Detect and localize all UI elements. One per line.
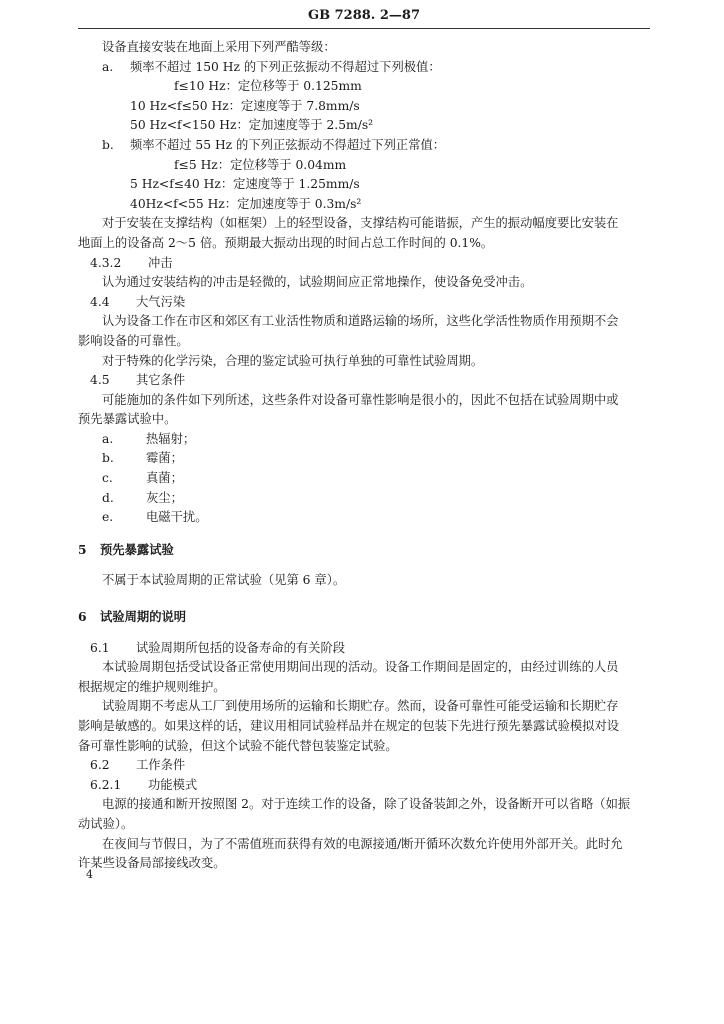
text-line: 本试验周期包括受试设备正常使用期间出现的活动。设备工作期间是固定的，由经过训练的人员 — [102, 660, 619, 675]
list-text: 频率不超过 55 Hz 的下列正弦振动不得超过下列正常值： — [130, 137, 446, 152]
list-label: d. — [102, 490, 114, 505]
text-line: 不属于本试验周期的正常试验（见第 6 章）。 — [102, 573, 346, 588]
section-title: 工作条件 — [136, 758, 186, 773]
text-line: 认为设备工作在市区和郊区有工业活性物质和道路运输的场所，这些化学活性物质作用预期不会 — [102, 314, 619, 329]
text-line: 认为通过安装结构的冲击是轻微的，试验期间应正常地操作，使设备免受冲击。 — [102, 275, 533, 290]
list-item — [78, 449, 650, 469]
text-line: 许某些设备局部接线改变。 — [78, 856, 226, 871]
section-number: 4.5 — [90, 373, 110, 388]
list-item — [78, 489, 650, 509]
list-label: b. — [102, 451, 114, 466]
section-title: 其它条件 — [136, 373, 186, 388]
list-label: a. — [102, 431, 114, 446]
chapter-number: 6 — [78, 609, 87, 625]
text-line: 备可靠性影响的试验，但这个试验不能代替包装鉴定试验。 — [78, 738, 398, 753]
list-text: 真菌； — [146, 471, 183, 486]
list-label: b. — [102, 137, 114, 152]
section-number: 6.2 — [90, 758, 110, 773]
list-text: 热辐射； — [146, 431, 196, 446]
section-heading — [78, 639, 650, 659]
list-item — [78, 508, 650, 528]
text-line: 可能施加的条件如下列所述，这些条件对设备可靠性影响是很小的，因此不包括在试验周期中或 — [102, 392, 619, 407]
section-title: 试验周期所包括的设备寿命的有关阶段 — [136, 640, 346, 655]
list-label: c. — [102, 471, 113, 486]
section-title: 大气污染 — [136, 294, 186, 309]
list-text: 霉菌； — [146, 451, 183, 466]
section-heading — [78, 254, 650, 274]
formula-line: 40Hz<f<55 Hz：定加速度等于 0.3m/s² — [130, 196, 362, 211]
list-text: 频率不超过 150 Hz 的下列正弦振动不得超过下列极值： — [130, 59, 441, 74]
text-line: 在夜间与节假日，为了不需值班而获得有效的电源接通/断开循环次数允许使用外部开关。此时允 — [102, 836, 623, 851]
chapter-heading — [78, 607, 650, 627]
formula-line: 5 Hz<f≤40 Hz：定速度等于 1.25mm/s — [130, 177, 360, 192]
text-line: 影响设备的可靠性。 — [78, 333, 189, 348]
section-number: 4.3.2 — [90, 255, 122, 270]
formula-line: 50 Hz<f<150 Hz：定加速度等于 2.5m/s² — [130, 118, 374, 133]
header-rule — [78, 28, 650, 29]
page-header: GB 7288. 2—87 — [308, 8, 420, 23]
chapter-number: 5 — [78, 541, 87, 557]
formula-line: f≤10 Hz：定位移等于 0.125mm — [174, 79, 362, 94]
page-number: 4 — [86, 868, 93, 881]
text-line: 对于特殊的化学污染，合理的鉴定试验可执行单独的可靠性试验周期。 — [102, 353, 484, 368]
spacer — [78, 627, 650, 639]
text-line: 设备直接安装在地面上采用下列严酷等级： — [102, 40, 336, 54]
section-number: 4.4 — [90, 294, 110, 309]
list-label: e. — [102, 510, 114, 525]
text-line: 根据规定的维护规则维护。 — [78, 679, 226, 694]
formula-line: 10 Hz<f≤50 Hz：定速度等于 7.8mm/s — [130, 98, 360, 113]
spacer — [78, 528, 650, 540]
section-number: 6.1 — [90, 640, 110, 655]
list-label: a. — [102, 59, 114, 74]
section-title: 功能模式 — [148, 777, 198, 792]
list-item — [78, 136, 650, 156]
text-line: 试验周期不考虑从工厂到使用场所的运输和长期贮存。然而，设备可靠性可能受运输和长期贮存 — [102, 699, 619, 714]
section-heading — [78, 756, 650, 776]
section-number: 6.2.1 — [90, 777, 122, 792]
list-item — [78, 430, 650, 450]
text-line: 电源的接通和断开按照图 2。对于连续工作的设备，除了设备装卸之外，设备断开可以省略（如振 — [102, 797, 631, 812]
spacer — [78, 559, 650, 571]
chapter-title: 预先暴露试验 — [100, 541, 174, 557]
section-heading — [78, 371, 650, 391]
text-line: 预先暴露试验中。 — [78, 412, 177, 427]
text-line: 影响是敏感的。如果这样的话，建议用相同试验样品并在规定的包装下先进行预先暴露试验模拟对设 — [78, 719, 620, 733]
section-heading — [78, 776, 650, 796]
list-item — [78, 58, 650, 78]
spacer — [78, 591, 650, 607]
text-line: 对于安装在支撑结构（如框架）上的轻型设备，支撑结构可能谐振，产生的振动幅度要比安装在 — [102, 216, 619, 231]
list-text: 电磁干扰。 — [146, 510, 208, 525]
chapter-title: 试验周期的说明 — [100, 609, 187, 625]
text-line: 动试验）。 — [78, 816, 134, 831]
section-heading — [78, 293, 650, 313]
formula-line: f≤5 Hz：定位移等于 0.04mm — [174, 157, 347, 172]
page-body — [78, 38, 650, 874]
list-item — [78, 469, 650, 489]
text-line: 地面上的设备高 2～5 倍。预期最大振动出现的时间占总工作时间的 0.1%。 — [78, 235, 494, 250]
list-text: 灰尘； — [146, 490, 183, 505]
section-title: 冲击 — [148, 255, 173, 270]
chapter-heading — [78, 540, 650, 560]
